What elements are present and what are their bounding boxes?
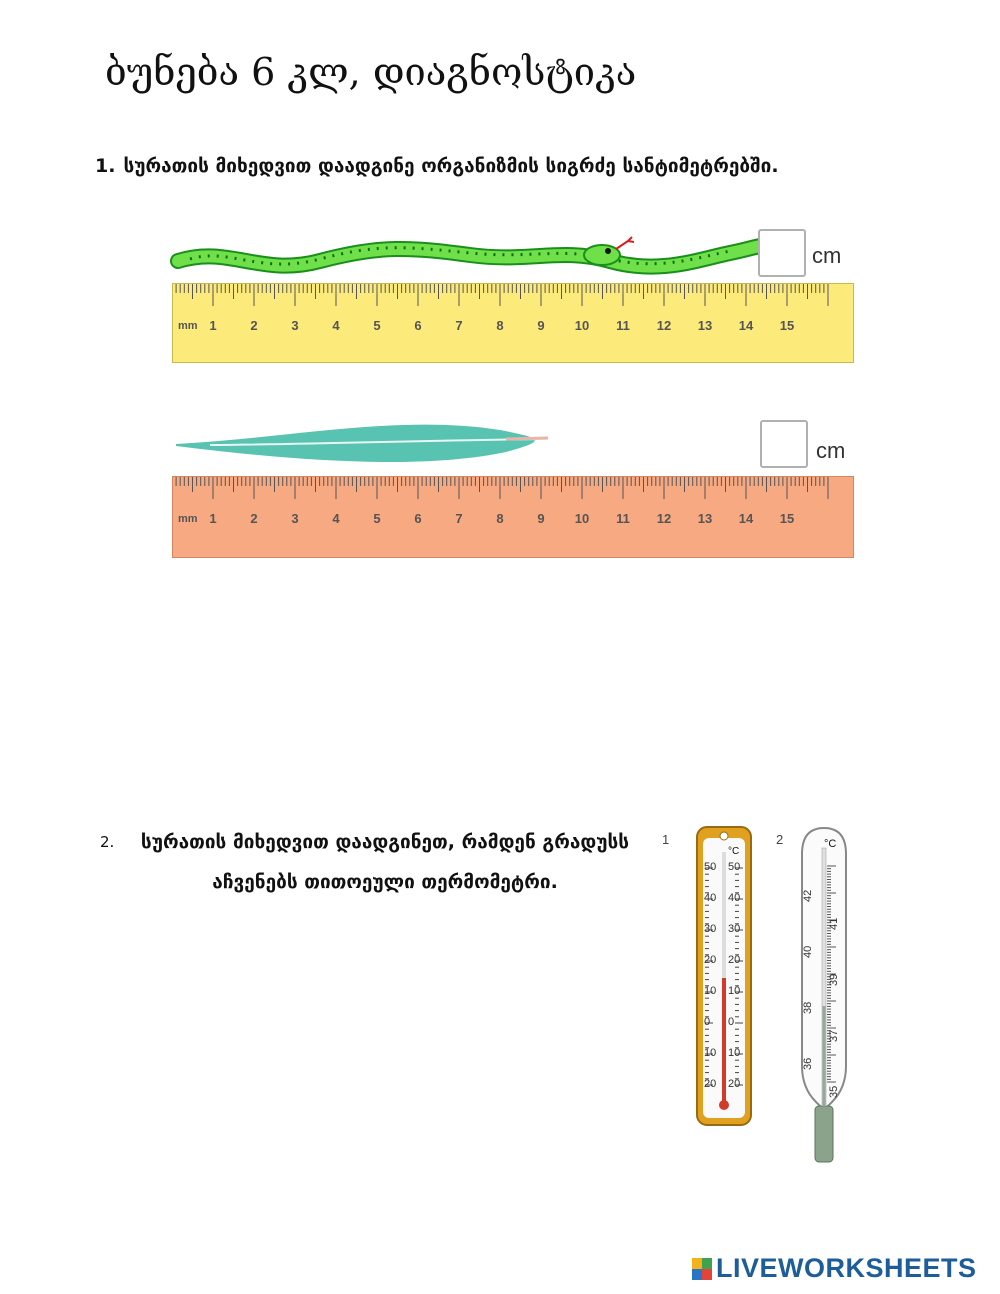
ruler-tick-label: 3 — [291, 318, 299, 333]
ruler-2-answer-box[interactable] — [760, 420, 808, 468]
thermometer-2-label: 37 — [828, 1029, 840, 1042]
ruler-unit-label: mm — [178, 513, 198, 525]
thermometer-2-label: 42 — [802, 889, 814, 902]
ruler-tick-label: 9 — [537, 318, 545, 333]
question-1-text: სურათის მიხედვით დაადგინე ორგანიზმის სიგრძე სანტიმეტრებში. — [123, 155, 779, 177]
ruler-tick-label: 5 — [373, 318, 381, 333]
thermometer-1-label: 10 — [728, 985, 741, 997]
question-2 — [100, 822, 650, 902]
ruler-tick-label: 3 — [291, 511, 299, 526]
logo-mark-icon — [692, 1258, 712, 1280]
thermometer-1-label: 10 — [728, 1047, 741, 1059]
thermometer-1-label: 20 — [728, 954, 741, 966]
ruler-tick-label: 9 — [537, 511, 545, 526]
thermometer-1 — [696, 826, 752, 1126]
ruler-1-answer-unit: cm — [812, 243, 842, 268]
ruler-tick-label: 13 — [697, 318, 713, 333]
thermometer-1-label: 10 — [704, 985, 717, 997]
leaf-ruler-figure — [170, 418, 860, 563]
snake-ruler-figure — [170, 225, 860, 370]
ruler-tick-label: 11 — [616, 318, 630, 333]
ruler-2 — [172, 476, 854, 558]
thermometer-1-label: 20 — [704, 1078, 717, 1090]
ruler-tick-label: 1 — [209, 318, 217, 333]
ruler-tick-label: 12 — [656, 511, 672, 526]
ruler-tick-label: 6 — [414, 318, 422, 333]
thermometer-1-label: 20 — [728, 1078, 741, 1090]
thermometer-2-label: 36 — [802, 1057, 814, 1070]
question-1 — [95, 155, 779, 177]
thermometer-2-label: 40 — [802, 945, 814, 958]
thermometer-2 — [796, 826, 852, 1166]
ruler-tick-label: 10 — [574, 511, 590, 526]
ruler-tick-label: 15 — [779, 511, 795, 526]
page-title: ბუნება 6 კლ, დიაგნოსტიკა — [105, 50, 637, 94]
question-1-number: 1. — [95, 155, 116, 177]
thermometer-1-number: 1 — [662, 832, 670, 847]
ruler-tick-label: 7 — [455, 511, 463, 526]
ruler-tick-label: 2 — [250, 511, 258, 526]
ruler-tick-label: 7 — [455, 318, 463, 333]
question-2-number: 2. — [100, 833, 115, 851]
thermometer-1-label: 20 — [704, 954, 717, 966]
thermometer-1-label: 30 — [704, 923, 717, 935]
ruler-tick-label: 13 — [697, 511, 713, 526]
ruler-1-answer-box[interactable] — [758, 229, 806, 277]
ruler-tick-label: 12 — [656, 318, 672, 333]
thermometer-1-label: 0 — [728, 1016, 735, 1028]
thermometer-2-label: 38 — [802, 1001, 814, 1014]
question-2-text: სურათის მიხედვით დაადგინეთ, რამდენ გრადუსს აჩვენებს თითოეული თერმომეტრი. — [140, 831, 630, 893]
ruler-1 — [172, 283, 854, 363]
logo-text: LIVEWORKSHEETS — [716, 1253, 977, 1283]
thermometer-1-unit: °C — [728, 846, 740, 857]
ruler-tick-label: 8 — [496, 318, 504, 333]
thermometer-1-label: 0 — [704, 1016, 711, 1028]
thermometer-1-label: 50 — [728, 861, 741, 873]
ruler-tick-label: 14 — [738, 318, 754, 333]
ruler-tick-label: 6 — [414, 511, 422, 526]
ruler-tick-label: 14 — [738, 511, 754, 526]
thermometer-2-label: 35 — [828, 1085, 840, 1098]
thermometer-2-unit: °C — [824, 838, 837, 850]
ruler-tick-label: 15 — [779, 318, 795, 333]
thermometer-2-label: 39 — [828, 973, 840, 986]
ruler-tick-label: 10 — [574, 318, 590, 333]
ruler-tick-label: 11 — [616, 511, 630, 526]
ruler-tick-label: 2 — [250, 318, 258, 333]
thermometer-1-label: 30 — [728, 923, 741, 935]
ruler-tick-label: 1 — [209, 511, 217, 526]
thermometer-2-label: 41 — [828, 917, 840, 930]
ruler-tick-label: 4 — [332, 511, 340, 526]
ruler-tick-label: 4 — [332, 318, 340, 333]
thermometer-1-label: 10 — [704, 1047, 717, 1059]
liveworksheets-logo — [692, 1253, 977, 1284]
thermometer-1-label: 50 — [704, 861, 717, 873]
ruler-2-answer-unit: cm — [816, 438, 846, 463]
ruler-tick-label: 5 — [373, 511, 381, 526]
thermometer-2-icon — [796, 826, 852, 1166]
thermometer-1-label: 40 — [728, 892, 741, 904]
ruler-tick-label: 8 — [496, 511, 504, 526]
thermometer-2-number: 2 — [776, 832, 784, 847]
ruler-unit-label: mm — [178, 320, 198, 332]
thermometer-1-label: 40 — [704, 892, 717, 904]
